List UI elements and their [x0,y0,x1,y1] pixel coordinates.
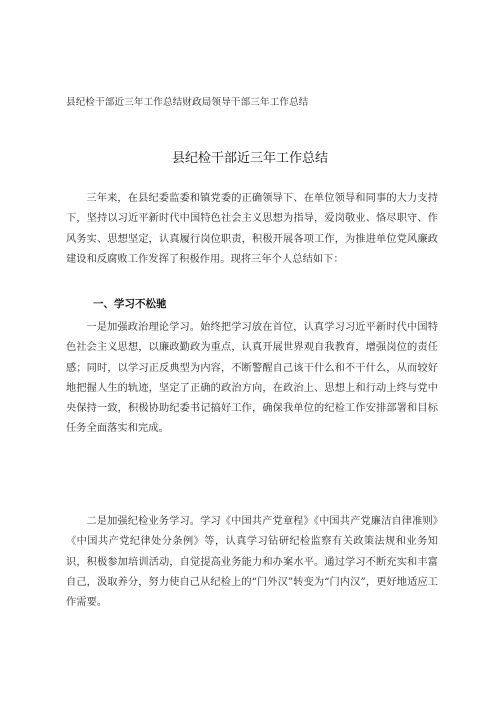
body-paragraph: 二是加强纪检业务学习。学习《中国共产党章程》《中国共产党廉洁自律准则》《中国共产党纪律处分条例》等，认真学习钻研纪检监察有关政策法规和业务知识，积极参加培训活动，自觉提高业务能力和办案水平。通过学习不断充实和丰富自己，汲取养分，努力使自己从纪检上的“门外汉”转变为“门内汉”，更好地适应工作需要。 [66,516,438,609]
intro-paragraph: 三年来，在县纪委监委和镇党委的正确领导下、在单位领导和同事的大力支持下，坚持以习近平新时代中国特色社会主义思想为指导，爱岗敬业、恪尽职守、作风务实、思想坚定，认真履行岗位职责，积极开展各项工作，为推进单位党风廉政建设和反腐败工作发挥了积极作用。现将三年个人总结如下： [66,193,438,265]
body-paragraph: 一是加强政治理论学习。始终把学习放在首位，认真学习习近平新时代中国特色社会主义思想，以廉政勤政为重点，认真开展世界观自我教育，增强岗位的责任感；同时，以学习正反典型为内容，不断警醒自己该干什么和不干什么，从而较好地把握人生的轨迹，坚定了正确的政治方向，在政治上、思想上和行动上终与党中央保持一致，积极协助纪委书记搞好工作，确保我单位的纪检工作安排部署和目标任务全面落实和完成。 [66,322,438,435]
running-header: 县纪检干部近三年工作总结财政局领导干部三年工作总结 [66,97,309,108]
intro-paragraph-block [66,189,438,270]
section-heading: 一、学习不松驰 [93,298,167,310]
paragraph-block [66,318,438,440]
document-title: 县纪检干部近三年工作总结 [171,151,328,166]
paragraph-block [66,512,438,613]
